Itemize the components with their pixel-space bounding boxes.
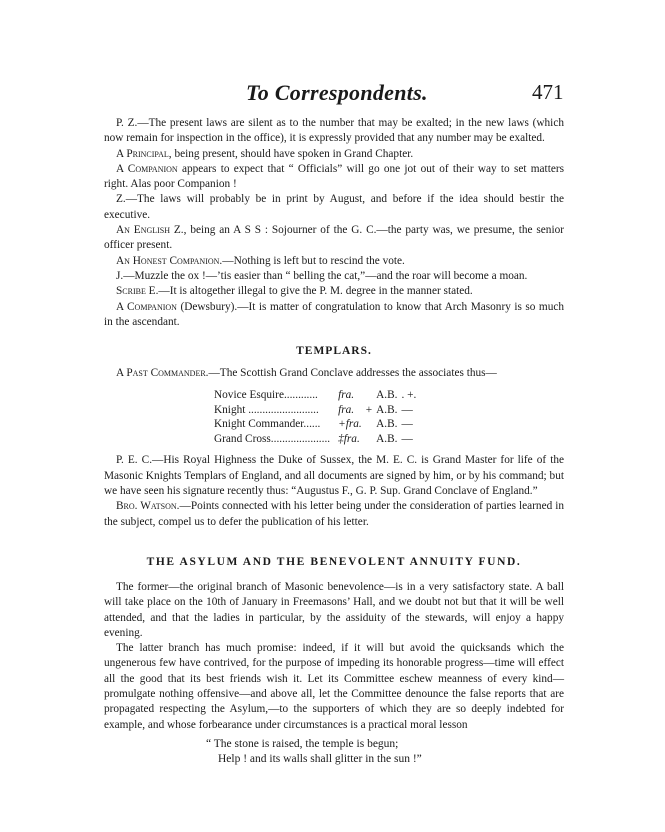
title-ab: A.B. (376, 418, 398, 431)
table-row (214, 403, 420, 418)
correspondent-note: P. Z.—The present laws are silent as to the number that may be exalted; in the new laws (which now remain for inspection in the office), it is expressly provided that any number may be exalted. (104, 117, 564, 145)
correspondent-note: A Principal, being present, should have spoken in Grand Chapter. (116, 147, 414, 160)
correspondent-note: Scribe E.—It is altogether illegal to give the P. M. degree in the manner stated. (116, 285, 473, 298)
templars-section (104, 345, 564, 530)
title-ab: A.B. (376, 403, 398, 416)
running-title: To Correspondents. (246, 80, 428, 105)
verse-line: “ The stone is raised, the temple is begun; (206, 737, 399, 750)
table-row (214, 388, 420, 403)
correspondent-note: A Companion (Dewsbury).—It is matter of congratulation to know that Arch Masonry is so much in the ascendant. (104, 300, 565, 328)
title-mark: — (401, 432, 413, 445)
correspondent-note: An English Z., being an A S S : Sojourner of the G. C.—the party was, we presume, the senior officer present. (104, 224, 564, 252)
title-mark: . +. (401, 389, 417, 402)
title-name: Knight Commander...... (214, 418, 321, 431)
asylum-section (104, 556, 564, 767)
title-ab: A.B. (376, 389, 398, 402)
title-cross: + (365, 403, 373, 416)
title-cross (366, 388, 376, 403)
title-mark: — (401, 418, 413, 431)
templars-intro: A Past Commander.—The Scottish Grand Conclave addresses the associates thus— (116, 367, 497, 380)
title-abbr: +fra. (338, 418, 362, 431)
correspondent-note: A Companion appears to expect that “ Officials” will go one jot out of their way to set matters right. Alas poor Companion ! (104, 162, 564, 191)
title-abbr: fra. (338, 389, 355, 402)
page-body (104, 116, 564, 767)
correspondent-note: J.—Muzzle the ox !—’tis easier than “ belling the cat,”—and the roar will become a moan. (116, 269, 528, 282)
correspondent-note: Z.—The laws will probably be in print by August, and before if the idea should bestir the executive. (104, 193, 564, 221)
watson-note: Bro. Watson.—Points connected with his letter being under the consideration of parties learned in the subject, compel us to defer the publication of his letter. (104, 500, 564, 528)
title-name: Novice Esquire............ (214, 389, 318, 402)
title-abbr: fra. (338, 403, 355, 416)
verse-line: Help ! and its walls shall glitter in the sun !” (218, 752, 422, 765)
verse-quote (206, 737, 564, 767)
correspondent-note: An Honest Companion.—Nothing is left but to rescind the vote. (116, 254, 405, 267)
annuity-paragraph: The latter branch has much promise: indeed, if it will but avoid the quicksands which the ungenerous few have contrived, for the purpose of impeding its honorable progress—time will effect all the good that its best friends wish it. Let its Committee eschew meanness of every kind—promulgate nothing offensive—and above all, let the Committee denounce the false reports that are propagated respecting the Asylum,—to the supporters of which they are so deeply indebted for example, and whose forbearance under circumstances is a practical moral lesson (104, 642, 564, 731)
templar-titles-table (214, 388, 420, 446)
correspondents-section (104, 116, 564, 330)
title-ab: A.B. (376, 432, 398, 445)
page-header (0, 80, 665, 108)
title-name: Knight ......................... (214, 403, 319, 416)
pec-note: P. E. C.—His Royal Highness the Duke of Sussex, the M. E. C. is Grand Master for life of the Masonic Knights Templars of England, and all documents are signed by him, or by his command; but we have seen his signature recently thus: “Augustus F., G. P. Sup. Grand Conclave of England.” (104, 454, 564, 498)
page-number: 471 (532, 80, 564, 104)
section-heading-asylum: THE ASYLUM AND THE BENEVOLENT ANNUITY FUND. (146, 555, 522, 568)
asylum-paragraph: The former—the original branch of Masonic benevolence—is in a very satisfactory state. A ball will take place on the 10th of January in Freemasons’ Hall, and we doubt not but that it will be well attended, and that the ladies in particular, by the assiduity of the stewards, will enjoy a happy evening. (104, 580, 564, 639)
section-heading-templars: TEMPLARS. (296, 345, 372, 358)
title-cross (366, 417, 376, 432)
title-mark: — (401, 403, 413, 416)
title-name: Grand Cross..................... (214, 432, 331, 445)
table-row (214, 432, 420, 447)
table-row (214, 417, 420, 432)
title-abbr: ‡fra. (338, 432, 360, 445)
title-cross (366, 432, 376, 447)
